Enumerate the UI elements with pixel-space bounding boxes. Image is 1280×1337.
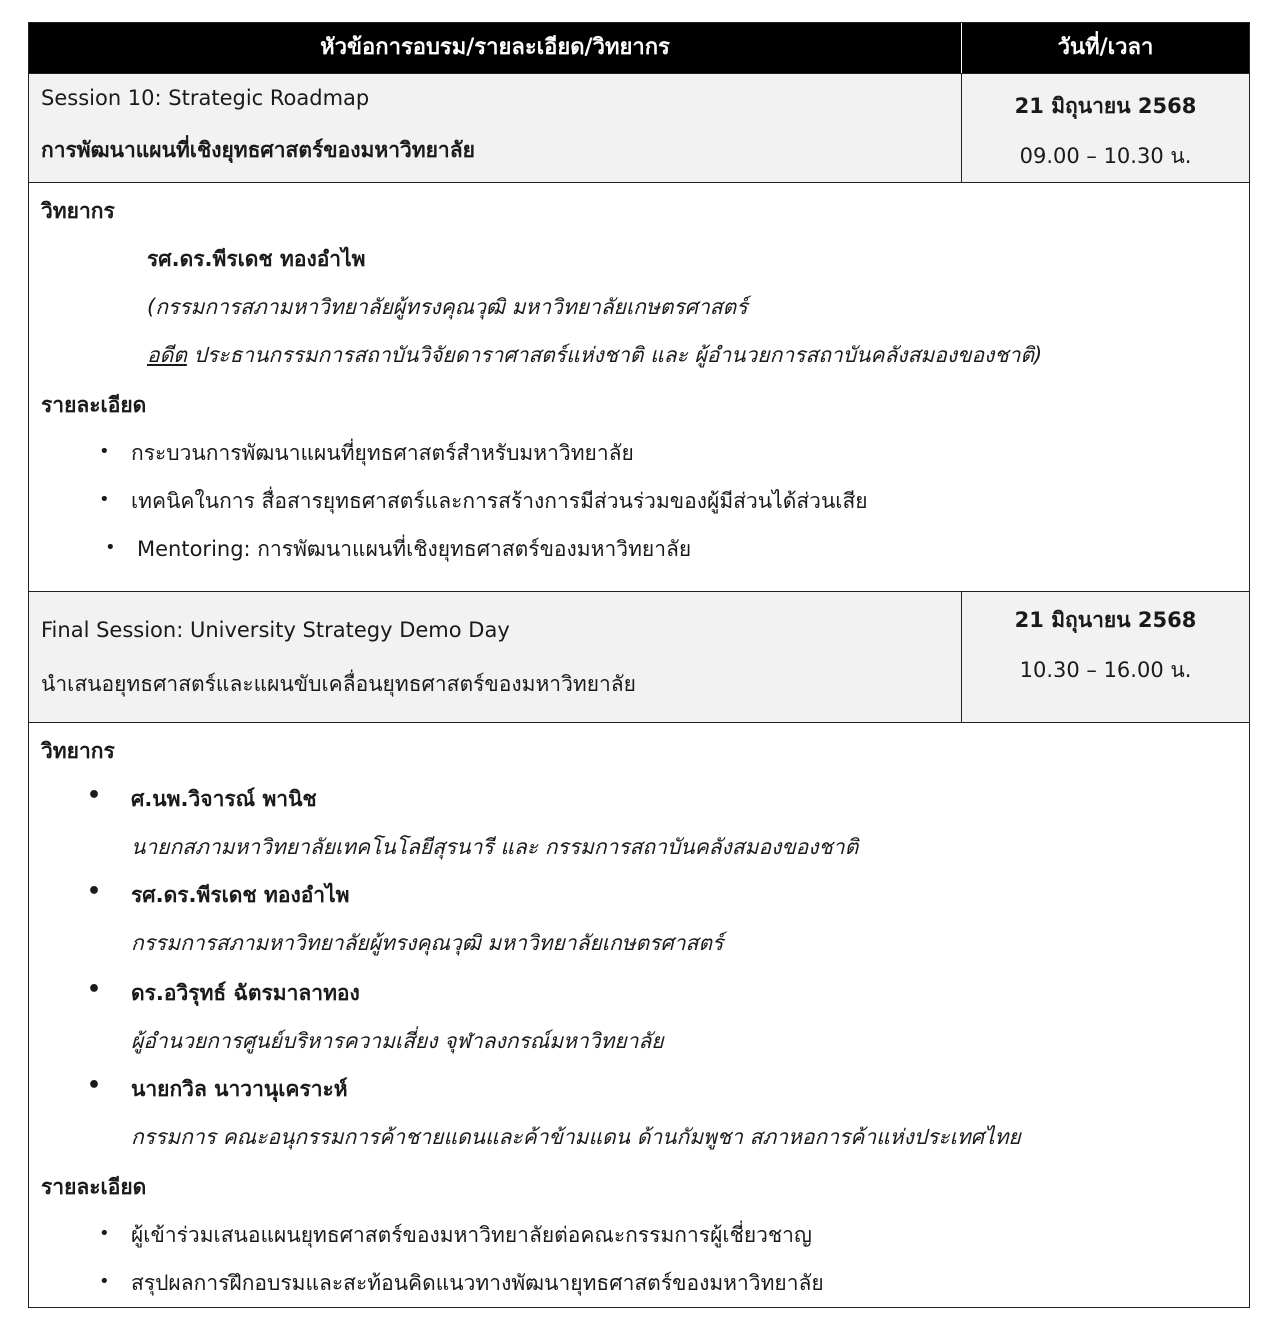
session10-speaker-name: รศ.ดร.พีรเดช ทองอำไพ	[147, 247, 366, 271]
final-session-row	[29, 591, 1249, 723]
bullet-icon: •	[105, 537, 116, 558]
bullet-icon: •	[99, 489, 110, 510]
bullet-icon: •	[99, 1271, 110, 1292]
bullet-icon: •	[87, 1073, 102, 1098]
final-date: 21 มิถุนายน 2568	[1014, 608, 1197, 632]
bullet-icon: •	[87, 783, 102, 808]
session10-speaker-desc2	[147, 339, 1042, 372]
final-details-label: รายละเอียด	[41, 1175, 147, 1199]
final-speaker-name-3: ดร.อวิรุทธ์ ฉัตรมาลาทอง	[131, 981, 360, 1005]
session10-detail-2: เทคนิคในการ สื่อสารยุทธศาสตร์และการสร้างการมีส่วนร่วมของผู้มีส่วนได้ส่วนเสีย	[131, 489, 868, 513]
former-label: อดีต	[147, 343, 187, 367]
session10-detail-1: กระบวนการพัฒนาแผนที่ยุทธศาสตร์สำหรับมหาวิทยาลัย	[131, 441, 634, 465]
final-speaker-desc-3: ผู้อำนวยการศูนย์บริหารความเสี่ยง จุฬาลงกรณ์มหาวิทยาลัย	[131, 1029, 664, 1053]
session10-date: 21 มิถุนายน 2568	[1014, 94, 1197, 118]
final-detail-2: สรุปผลการฝึกอบรมและสะท้อนคิดแนวทางพัฒนายุทธศาสตร์ของมหาวิทยาลัย	[131, 1271, 824, 1295]
final-time: 10.30 – 16.00 น.	[1019, 658, 1192, 682]
final-speaker-name-2: รศ.ดร.พีรเดช ทองอำไพ	[131, 883, 350, 907]
final-title-th: นำเสนอยุทธศาสตร์และแผนขับเคลื่อนยุทธศาสตร์ของมหาวิทยาลัย	[41, 672, 636, 696]
header-topic: หัวข้อการอบรม/รายละเอียด/วิทยากร	[320, 35, 670, 60]
session10-speaker-label: วิทยากร	[41, 199, 115, 223]
bullet-icon: •	[99, 441, 110, 462]
session10-title-en: Session 10: Strategic Roadmap	[41, 86, 370, 110]
former-desc: ประธานกรรมการสถาบันวิจัยดาราศาสตร์แห่งชาติ และ ผู้อำนวยการสถาบันคลังสมองของชาติ)	[186, 343, 1043, 367]
bullet-icon: •	[87, 879, 102, 904]
session10-row	[29, 73, 1249, 183]
final-speaker-desc-1: นายกสภามหาวิทยาลัยเทคโนโลยีสุรนารี และ กรรมการสถาบันคลังสมองของชาติ	[131, 835, 859, 859]
final-speaker-name-1: ศ.นพ.วิจารณ์ พานิช	[131, 787, 317, 811]
session10-title-th: การพัฒนาแผนที่เชิงยุทธศาสตร์ของมหาวิทยาลัย	[41, 138, 475, 162]
final-speaker-desc-2: กรรมการสภามหาวิทยาลัยผู้ทรงคุณวุฒิ มหาวิทยาลัยเกษตรศาสตร์	[131, 931, 724, 955]
schedule-table	[28, 22, 1250, 1308]
header-date: วันที่/เวลา	[961, 23, 1249, 73]
final-speaker-name-4: นายกวิล นาวานุเคราะห์	[131, 1077, 348, 1101]
final-speaker-label: วิทยากร	[41, 739, 115, 763]
final-detail-1: ผู้เข้าร่วมเสนอแผนยุทธศาสตร์ของมหาวิทยาลัยต่อคณะกรรมการผู้เชี่ยวชาญ	[131, 1223, 812, 1247]
session10-time: 09.00 – 10.30 น.	[1019, 144, 1192, 168]
session10-details-label: รายละเอียด	[41, 393, 147, 417]
final-speaker-desc-4: กรรมการ คณะอนุกรรมการค้าชายแดนและค้าข้ามแดน ด้านกัมพูชา สภาหอการค้าแห่งประเทศไทย	[131, 1125, 1021, 1149]
bullet-icon: •	[99, 1223, 110, 1244]
final-title-en: Final Session: University Strategy Demo Day	[41, 618, 510, 642]
session10-speaker-desc1: (กรรมการสภามหาวิทยาลัยผู้ทรงคุณวุฒิ มหาวิทยาลัยเกษตรศาสตร์	[147, 295, 748, 319]
session10-detail-3: Mentoring: การพัฒนาแผนที่เชิงยุทธศาสตร์ของมหาวิทยาลัย	[137, 537, 692, 561]
table-header	[29, 23, 1249, 73]
bullet-icon: •	[87, 977, 102, 1002]
